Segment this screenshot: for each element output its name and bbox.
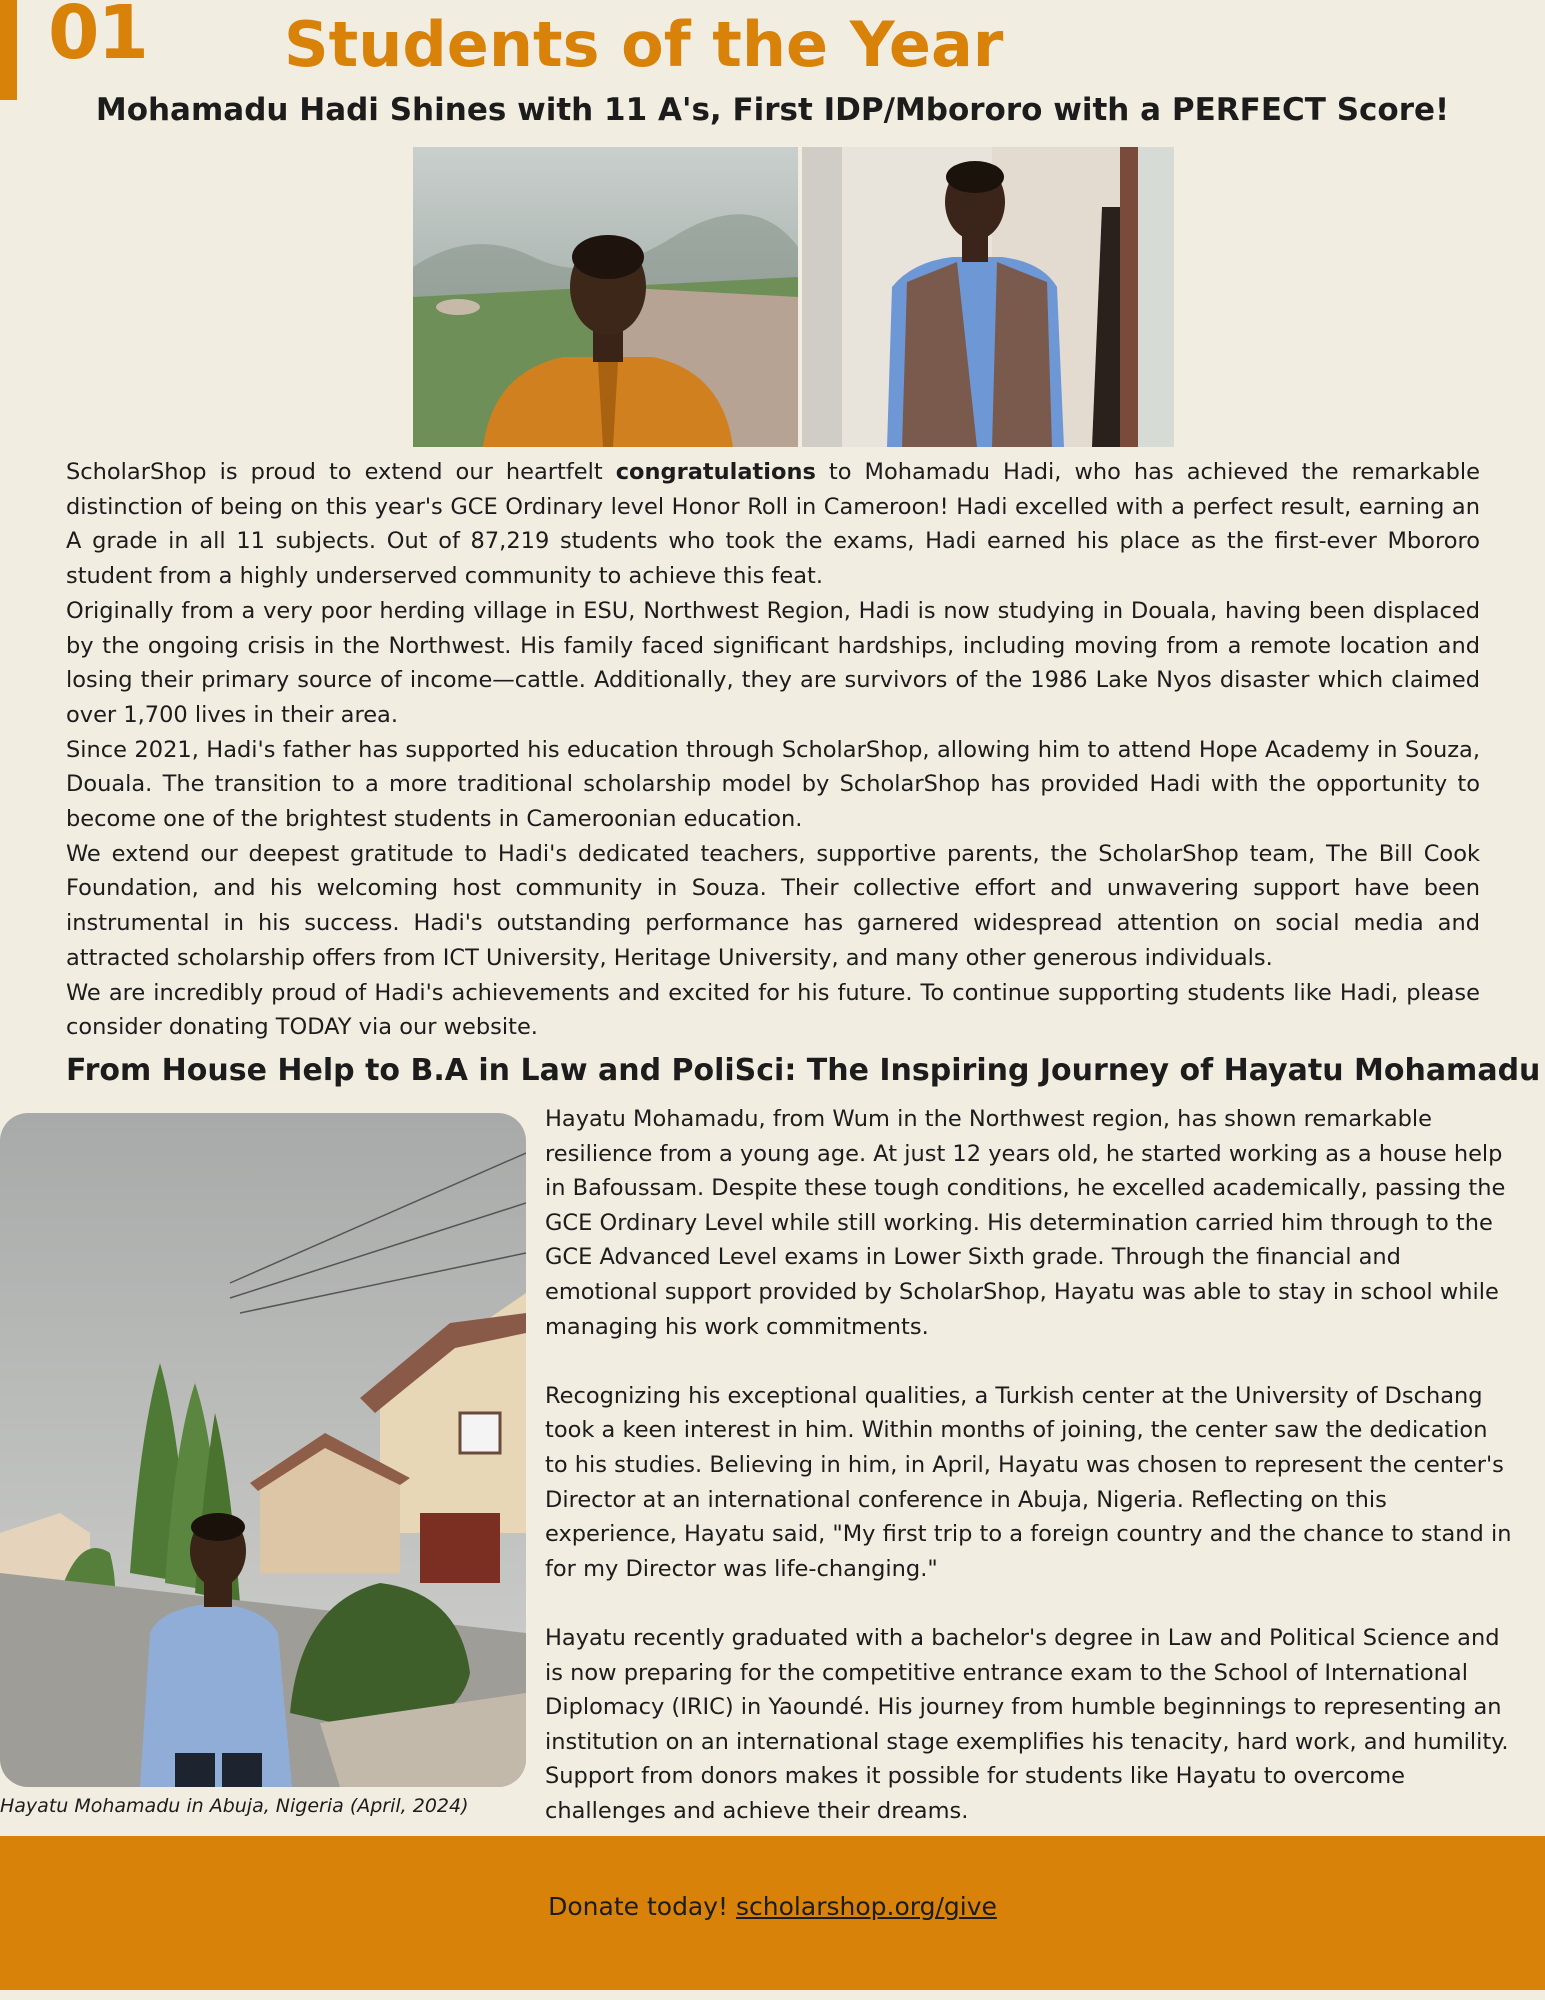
paragraph-text: to Mohamadu Hadi, who has achieved the remarkable distinction of being on this year's GCE Ordinary level Honor Roll in Cameroon! Hadi excelled with a perfect result, earning an A grade in all 11 subjects. Out of 87,219 students who took the exams, Hadi earned his place as the first-ever Mbororo student from a highly underserved community to achieve this feat. — [66, 459, 1480, 590]
photo-caption: Hayatu Mohamadu in Abuja, Nigeria (April, 2024) — [0, 1795, 469, 1817]
donate-line — [0, 1892, 1545, 1921]
donate-text: Donate today! — [548, 1892, 737, 1921]
hadi-photo-orange-robe — [413, 147, 798, 447]
story-1-paragraph: Originally from a very poor herding village in ESU, Northwest Region, Hadi is now studying in Douala, having been displaced by the ongoing crisis in the Northwest. His family faced significant hardships, including moving from a remote location and losing their primary source of income—cattle. Additionally, they are survivors of the 1986 Lake Nyos disaster which claimed over 1,700 lives in their area. — [66, 597, 1480, 728]
donate-link[interactable]: scholarshop.org/give — [736, 1892, 997, 1921]
story-1-paragraph — [66, 455, 1480, 594]
accent-bar — [0, 0, 17, 100]
issue-number: 01 — [48, 0, 147, 76]
story-1-body — [66, 455, 1480, 1045]
hadi-photo-school-uniform — [802, 147, 1174, 447]
hayatu-photo — [0, 1113, 526, 1787]
story-2-paragraph: Hayatu recently graduated with a bachelor's degree in Law and Political Science and is now preparing for the competitive entrance exam to the School of International Diplomacy (IRIC) in Yaoundé. His journey from humble beginnings to representing an institution on an international stage exemplifies his tenacity, hard work, and humility. Support from donors makes it possible for students like Hayatu to overcome challenges and achieve their dreams. — [545, 1624, 1509, 1824]
story-2-paragraph: Hayatu Mohamadu, from Wum in the Northwest region, has shown remarkable resilience from a young age. At just 12 years old, he started working as a house help in Bafoussam. Despite these tough conditions, he excelled academically, passing the GCE Ordinary Level while still working. His determination carried him through to the GCE Advanced Level exams in Lower Sixth grade. Through the financial and emotional support provided by ScholarShop, Hayatu was able to stay in school while managing his work commitments. — [545, 1106, 1506, 1340]
story-2-paragraph: Recognizing his exceptional qualities, a Turkish center at the University of Dschang took a keen interest in him. Within months of joining, the center saw the dedication to his studies. Believing in him, in April, Hayatu was chosen to represent the center's Director at an international conference in Abuja, Nigeria. Reflecting on this experience, Hayatu said, "My first trip to a foreign country and the chance to stand in for my Director was life-changing." — [545, 1382, 1512, 1582]
paragraph-text: ScholarShop is proud to extend our heartfelt — [66, 459, 616, 485]
story-1-paragraph: We extend our deepest gratitude to Hadi's dedicated teachers, supportive parents, the ScholarShop team, The Bill Cook Foundation, and his welcoming host community in Souza. Their collective effort and unwavering support have been instrumental in his success. Hadi's outstanding performance has garnered widespread attention on social media and attracted scholarship offers from ICT University, Heritage University, and many other generous individuals. — [66, 840, 1480, 971]
congratulations-emphasis: congratulations — [615, 459, 816, 485]
story-1-paragraph: We are incredibly proud of Hadi's achievements and excited for his future. To continue supporting students like Hadi, please consider donating TODAY via our website. — [66, 979, 1480, 1041]
donate-footer — [0, 1836, 1545, 1990]
story-2-body — [545, 1102, 1515, 1863]
page-title: Students of the Year — [284, 8, 1004, 81]
story-1-paragraph: Since 2021, Hadi's father has supported his education through ScholarShop, allowing him to attend Hope Academy in Souza, Douala. The transition to a more traditional scholarship model by ScholarShop has provided Hadi with the opportunity to become one of the brightest students in Cameroonian education. — [66, 736, 1480, 833]
story-2-headline: From House Help to B.A in Law and PoliSci: The Inspiring Journey of Hayatu Mohamadu — [66, 1053, 1541, 1088]
story-1-headline: Mohamadu Hadi Shines with 11 A's, First IDP/Mbororo with a PERFECT Score! — [95, 92, 1450, 128]
